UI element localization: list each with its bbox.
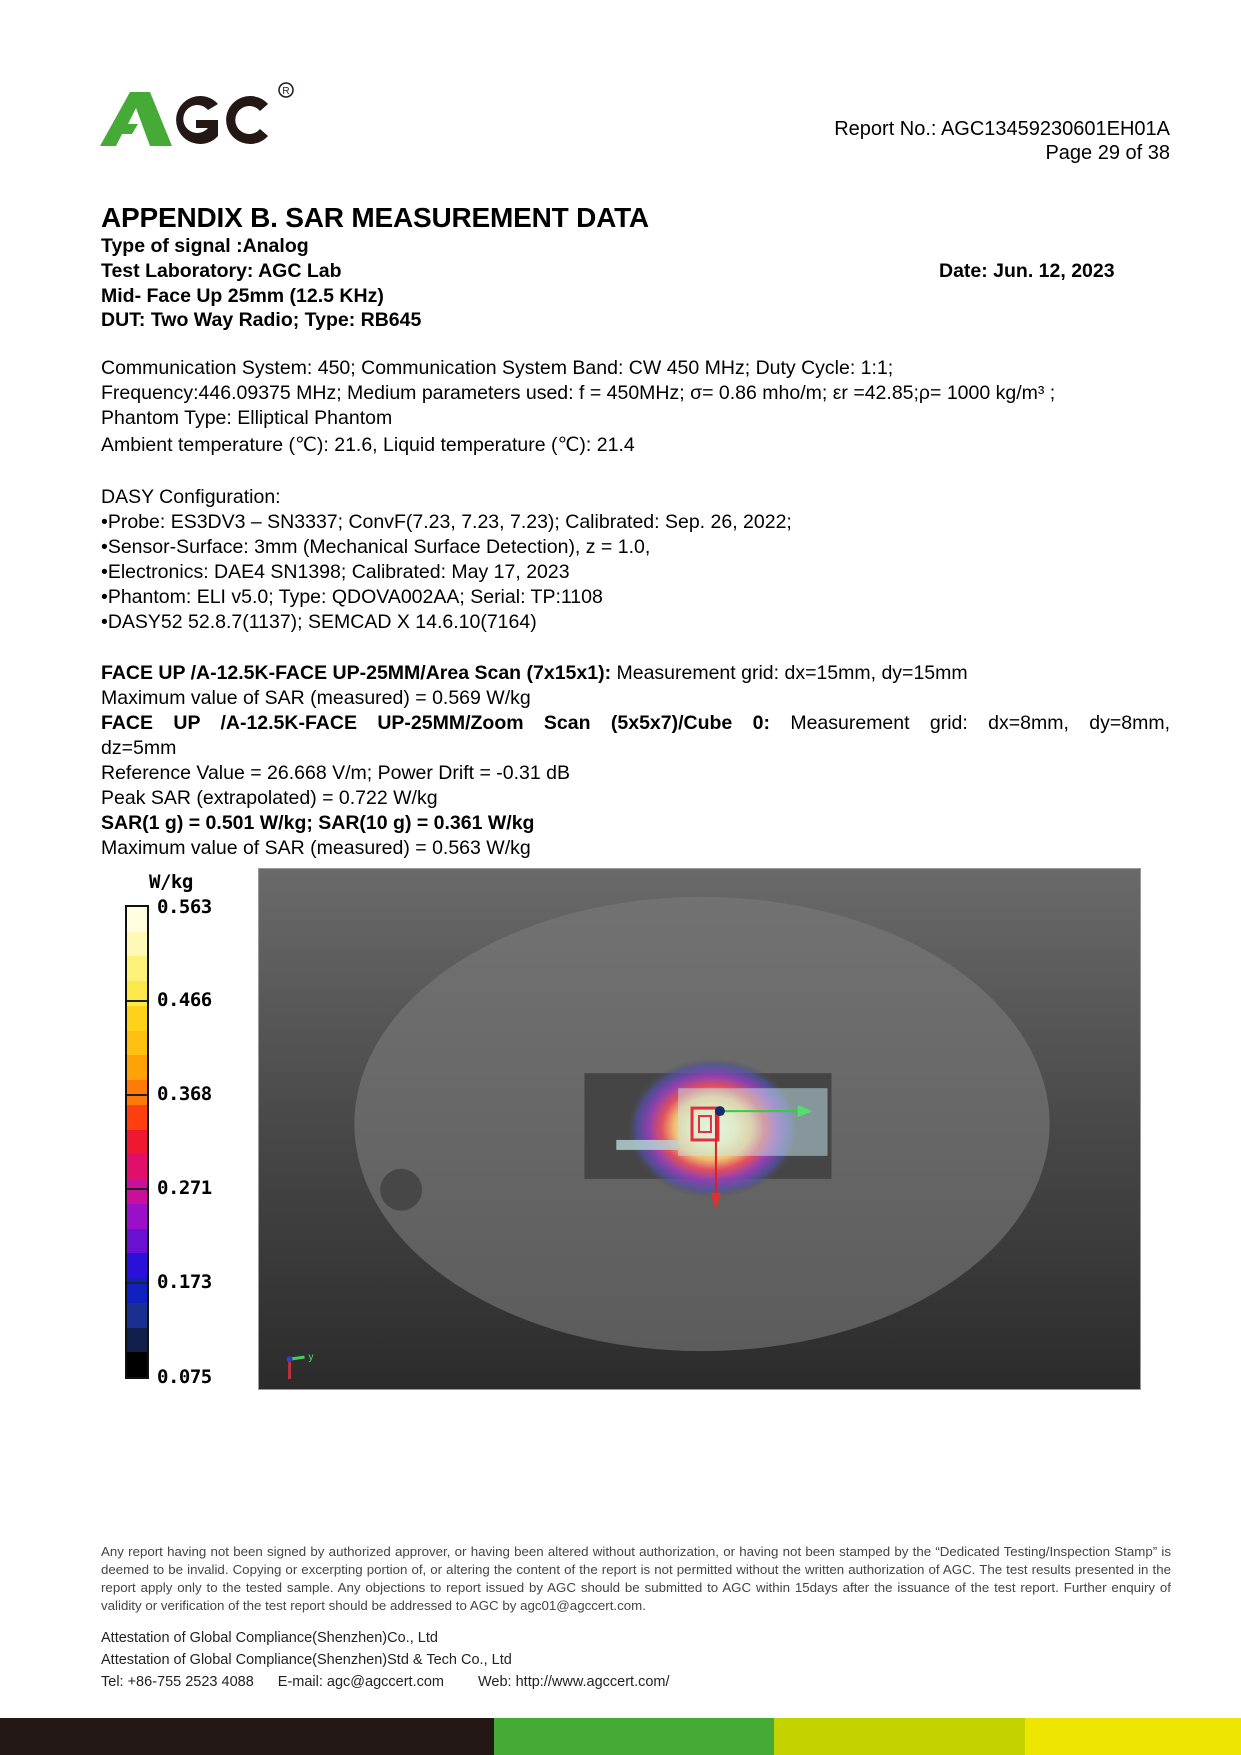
colorscale-label: 0.368 <box>157 1083 212 1105</box>
colorscale-segment <box>127 1253 147 1278</box>
colorscale-segment <box>127 956 147 981</box>
colorscale-segment <box>127 1303 147 1328</box>
device-body <box>678 1088 827 1156</box>
dasy-sensor-surface: •Sensor-Surface: 3mm (Mechanical Surface Detection), z = 1.0, <box>101 536 651 558</box>
website-link[interactable]: Web: http://www.agccert.com/ <box>478 1674 670 1690</box>
zoom-scan-line <box>101 711 1170 736</box>
colorscale-tick <box>127 1188 147 1190</box>
area-scan-max: Maximum value of SAR (measured) = 0.569 W/kg <box>101 687 531 709</box>
area-scan-grid: Measurement grid: dx=15mm, dy=15mm <box>611 662 968 684</box>
colorscale-segment <box>127 1328 147 1353</box>
peak-sar: Peak SAR (extrapolated) = 0.722 W/kg <box>101 787 438 809</box>
colorscale-unit: W/kg <box>149 871 193 893</box>
dut-info: DUT: Two Way Radio; Type: RB645 <box>101 309 422 331</box>
signal-type: Type of signal :Analog <box>101 235 309 257</box>
agc-logo <box>100 82 300 154</box>
area-scan-line <box>101 661 968 686</box>
dasy-phantom: •Phantom: ELI v5.0; Type: QDOVA002AA; Serial: TP:1108 <box>101 586 603 608</box>
dasy-probe: •Probe: ES3DV3 – SN3337; ConvF(7.23, 7.23, 7.23); Calibrated: Sep. 26, 2022; <box>101 511 792 533</box>
company-name-2: Attestation of Global Compliance(Shenzhen)Std & Tech Co., Ltd <box>101 1652 512 1668</box>
colorscale-segment <box>127 981 147 1006</box>
svg-text:R: R <box>282 86 290 97</box>
colorscale-tick <box>127 1094 147 1096</box>
temperatures: Ambient temperature (℃): 21.6, Liquid temperature (℃): 21.4 <box>101 434 635 456</box>
colorscale-label: 0.271 <box>157 1177 212 1199</box>
phone: Tel: +86-755 2523 4088 <box>101 1674 254 1690</box>
test-date: Date: Jun. 12, 2023 <box>939 260 1115 282</box>
disclaimer: Any report having not been signed by authorized approver, or having been altered without authorization, or having not been stamped by the “Dedicated Testing/Inspection Stamp” is deemed to be invalid. Copying or excerpting portion of, or altering the content of the report is not permitted without the written authorization of AGC. The test results presented in the report apply only to the tested sample. Any objections to report issued by AGC should be submitted to AGC within 15days after the issuance of the test report. Further enquiry of validity or verification of the test report should be addressed to AGC by agc01@agccert.com. <box>101 1544 1171 1613</box>
phantom-hole <box>380 1169 422 1211</box>
colorscale-segment <box>127 1154 147 1179</box>
sar-distribution-image <box>258 868 1141 1390</box>
page-number: Page 29 of 38 <box>1045 142 1170 164</box>
sar-3d-view <box>259 869 1140 1389</box>
sar-values: SAR(1 g) = 0.501 W/kg; SAR(10 g) = 0.361 W/kg <box>101 812 535 834</box>
colorscale-tick <box>127 1282 147 1284</box>
communication-system: Communication System: 450; Communication System Band: CW 450 MHz; Duty Cycle: 1:1; <box>101 357 894 379</box>
device-antenna <box>616 1140 678 1150</box>
colorscale-segment <box>127 932 147 957</box>
colorscale-segment <box>127 1105 147 1130</box>
colorscale-segment <box>127 1229 147 1254</box>
footer-color-bar <box>0 1718 1241 1755</box>
colorscale-segment <box>127 1031 147 1056</box>
phantom-type: Phantom Type: Elliptical Phantom <box>101 407 393 429</box>
agc-logo-image <box>100 82 300 154</box>
contact-info <box>101 1672 670 1692</box>
colorscale-segment <box>127 1006 147 1031</box>
zoom-scan-max: Maximum value of SAR (measured) = 0.563 W/kg <box>101 837 531 859</box>
axis-label-y: y <box>308 1352 314 1364</box>
zoom-scan-label: FACE UP /A-12.5K-FACE UP-25MM/Zoom Scan (5x5x7)/Cube 0: <box>101 712 770 734</box>
zoom-scan-grid-cont: dz=5mm <box>101 737 177 759</box>
medium-parameters: Frequency:446.09375 MHz; Medium parameters used: f = 450MHz; σ= 0.86 mho/m; εr =42.85;ρ= 1000 kg/m³ ; <box>101 382 1056 404</box>
colorscale-bar <box>125 905 149 1379</box>
company-name: Attestation of Global Compliance(Shenzhen)Co., Ltd <box>101 1630 438 1646</box>
area-scan-label: FACE UP /A-12.5K-FACE UP-25MM/Area Scan (7x15x1): <box>101 662 612 684</box>
dasy-heading: DASY Configuration: <box>101 486 281 508</box>
report-number: Report No.: AGC13459230601EH01A <box>834 118 1170 140</box>
test-position: Mid- Face Up 25mm (12.5 KHz) <box>101 285 384 307</box>
zoom-scan-grid: Measurement grid: dx=8mm, dy=8mm, <box>769 712 1170 734</box>
colorscale-segment <box>127 907 147 932</box>
colorscale-label-min: 0.075 <box>157 1366 212 1388</box>
email-link[interactable]: E-mail: agc@agccert.com <box>277 1674 444 1690</box>
reference-value: Reference Value = 26.668 V/m; Power Drift = -0.31 dB <box>101 762 570 784</box>
dasy-software: •DASY52 52.8.7(1137); SEMCAD X 14.6.10(7164) <box>101 611 537 633</box>
colorscale-label: 0.173 <box>157 1271 212 1293</box>
colorscale-label-max: 0.563 <box>157 896 212 918</box>
colorscale-tick <box>127 1000 147 1002</box>
colorscale-segment <box>127 1080 147 1105</box>
origin-point <box>715 1106 725 1116</box>
footer-bar-dark <box>0 1718 494 1755</box>
colorscale-segment <box>127 1179 147 1204</box>
colorscale-segment <box>127 1352 147 1377</box>
colorscale-segment <box>127 1204 147 1229</box>
dasy-electronics: •Electronics: DAE4 SN1398; Calibrated: May 17, 2023 <box>101 561 570 583</box>
test-laboratory: Test Laboratory: AGC Lab <box>101 260 342 282</box>
footer-bar-green <box>494 1718 774 1755</box>
colorscale-segment <box>127 1130 147 1155</box>
colorscale-label: 0.466 <box>157 989 212 1011</box>
footer-bar-yellow <box>1025 1718 1241 1755</box>
colorscale-segment <box>127 1055 147 1080</box>
page-title: APPENDIX B. SAR MEASUREMENT DATA <box>101 202 649 233</box>
footer-bar-lime <box>774 1718 1025 1755</box>
